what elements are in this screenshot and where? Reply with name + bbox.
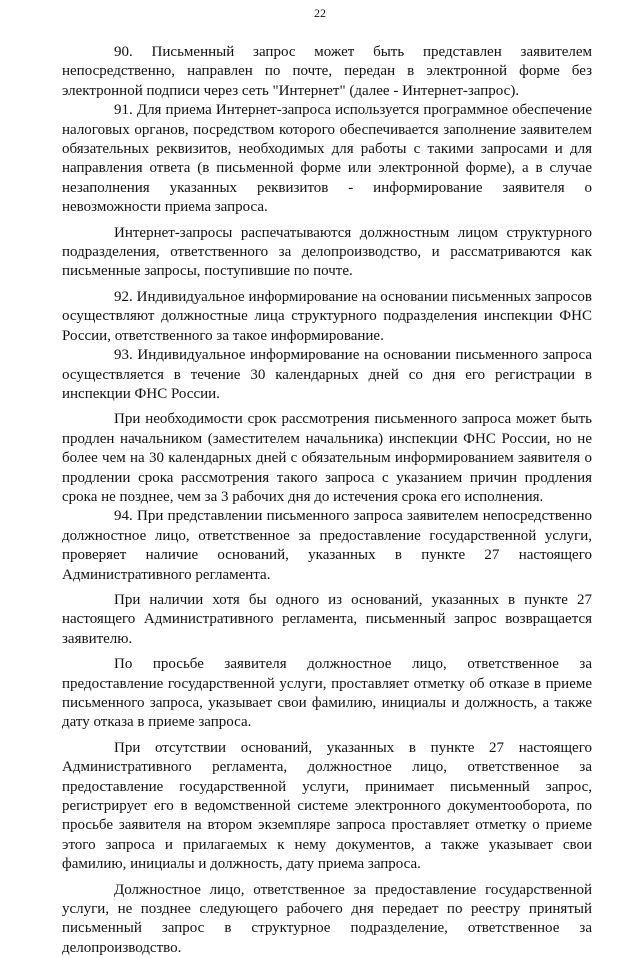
paragraph-94: 94. При представлении письменного запроса заявителем непосредственно должностное лицо, ответственное за предоставление государственной услуги, проверяет наличие оснований, указанных в пункте 27 настоящего Административного регламента.: [62, 508, 592, 583]
paragraph-90: 90. Письменный запрос может быть представлен заявителем непосредственно, направлен по почте, передан в электронной форме без электронной подписи через сеть "Интернет" (далее - Интернет-запрос).: [62, 44, 592, 99]
paragraph-term-extension: При необходимости срок рассмотрения письменного запроса может быть продлен начальником (заместителем начальника) инспекции ФНС России, но не более чем на 30 календарных дней с обязательным информированием заявителя о продлении срока рассмотрения такого запроса с указанием причин продления срока не позднее, чем за 3 рабочих дня до истечения срока его исполнения.: [62, 411, 592, 505]
paragraph-acceptance: При отсутствии оснований, указанных в пункте 27 настоящего Административного регламента, должностное лицо, ответственное за предоставление государственной услуги, принимает письменный запрос, регистрирует его в ведомственной системе электронного документооборота, по просьбе заявителя на втором экземпляре запроса проставляет отметку о приеме этого запроса и прилагаемых к нему документов, а также указывает свои фамилию, инициалы и должность, дату приема запроса.: [62, 739, 592, 873]
paragraph-91: 91. Для приема Интернет-запроса используется программное обеспечение налоговых органов, посредством которого обеспечивается заполнение заявителем обязательных реквизитов, необходимых для работы с такими запросами и для направления ответа (в письменной форме или электронной форме), а в случае незаполнения указанных реквизитов - информирование заявителя о невозможности приема запроса.: [62, 102, 592, 216]
paragraph-return-request: При наличии хотя бы одного из оснований, указанных в пункте 27 настоящего Административного регламента, письменный запрос возвращается заявителю.: [62, 591, 592, 647]
page-number: 22: [314, 6, 326, 20]
paragraph-92: 92. Индивидуальное информирование на основании письменных запросов осуществляют должностные лица структурного подразделения инспекции ФНС России, ответственного за такое информирование.: [62, 288, 592, 344]
paragraph-transfer: Должностное лицо, ответственное за предоставление государственной услуги, не позднее следующего рабочего дня передает по реестру принятый письменный запрос в структурное подразделение, ответственное за делопроизводство.: [62, 881, 592, 956]
paragraph-93: 93. Индивидуальное информирование на основании письменного запроса осуществляется в течение 30 календарных дней со дня его регистрации в инспекции ФНС России.: [62, 347, 592, 402]
document-body: [62, 43, 592, 958]
paragraph-internet-requests: Интернет-запросы распечатываются должностным лицом структурного подразделения, ответственного за делопроизводство, и рассматриваются как письменные запросы, поступившие по почте.: [62, 224, 592, 280]
paragraph-refusal-mark: По просьбе заявителя должностное лицо, ответственное за предоставление государственной услуги, проставляет отметку об отказе в приеме письменного запроса, указывает свои фамилию, инициалы и должность, а также дату отказа в приеме запроса.: [62, 656, 592, 731]
